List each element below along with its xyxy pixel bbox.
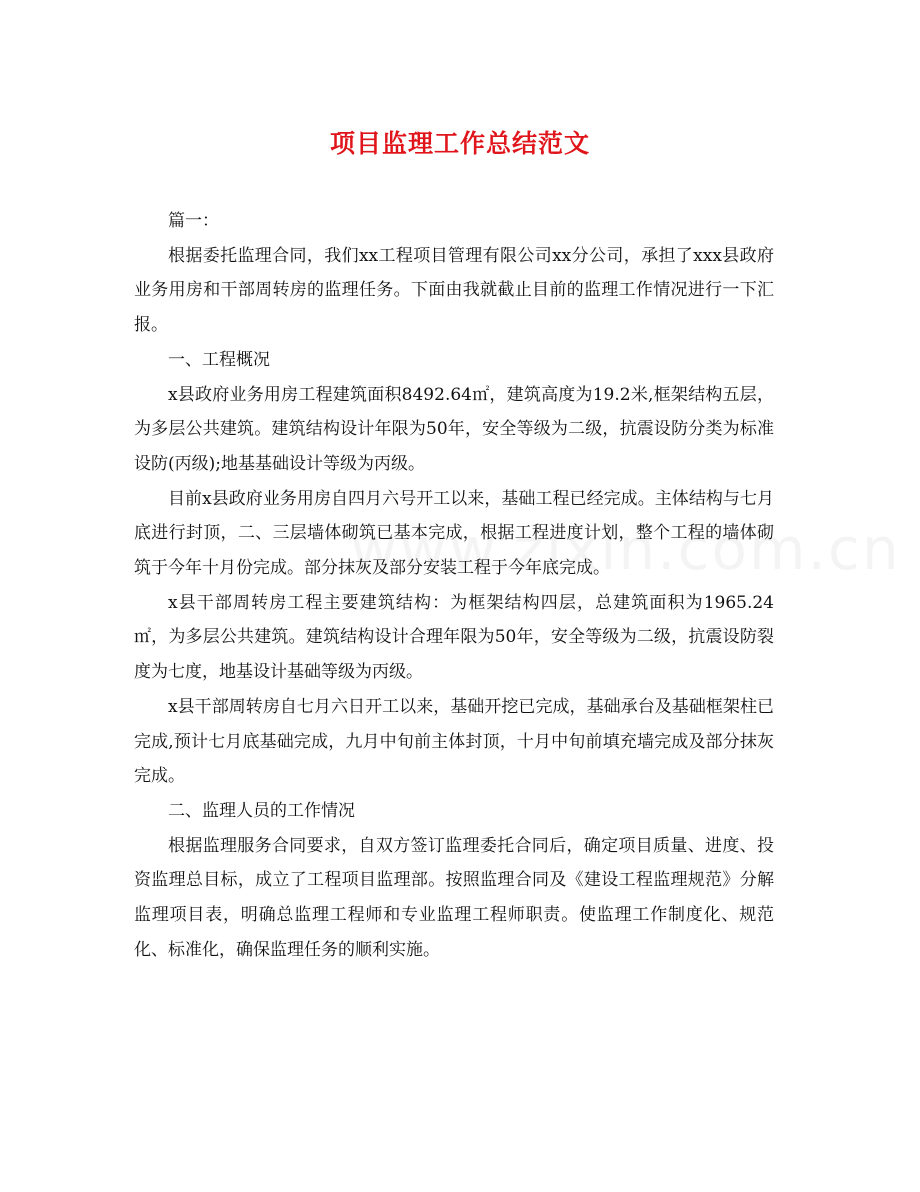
document-title: 项目监理工作总结范文 <box>329 129 590 158</box>
paragraph-staff-housing-specs: x县干部周转房工程主要建筑结构：为框架结构四层，总建筑面积为1965.24㎡，为多层公共建筑。建筑结构设计合理年限为50年，安全等级为二级，抗震设防裂度为七度，地基设计基础等级为丙级。 <box>134 592 774 683</box>
document-body <box>134 204 774 967</box>
heading-project-overview: 一、工程概况 <box>168 349 270 370</box>
paragraph-office-building-progress: 目前x县政府业务用房自四月六号开工以来，基础工程已经完成。主体结构与七月底进行封顶，二、三层墙体砌筑已基本完成，根据工程进度计划，整个工程的墙体砌筑于今年十月份完成。部分抹灰及部分安装工程于今年底完成。 <box>134 488 774 579</box>
paragraph-supervision-work: 根据监理服务合同要求，自双方签订监理委托合同后，确定项目质量、进度、投资监理总目标，成立了工程项目监理部。按照监理合同及《建设工程监理规范》分解监理项目表，明确总监理工程师和专业监理工程师职责。使监理工作制度化、规范化、标准化，确保监理任务的顺利实施。 <box>134 835 774 960</box>
intro-paragraph: 根据委托监理合同，我们xx工程项目管理有限公司xx分公司，承担了xxx县政府业务用房和干部周转房的监理任务。下面由我就截止目前的监理工作情况进行一下汇报。 <box>134 245 774 336</box>
paragraph-office-building-specs: x县政府业务用房工程建筑面积8492.64㎡，建筑高度为19.2米,框架结构五层，为多层公共建筑。建筑结构设计年限为50年，安全等级为二级，抗震设防分类为标准设防(丙级);地基基础设计等级为丙级。 <box>134 384 774 474</box>
paragraph-staff-housing-progress: x县干部周转房自七月六日开工以来，基础开挖已完成，基础承台及基础框架柱已完成,预计七月底基础完成，九月中旬前主体封顶，十月中旬前填充墙完成及部分抹灰完成。 <box>134 696 774 787</box>
heading-supervision-staff-work: 二、监理人员的工作情况 <box>168 800 355 821</box>
section-label-part-one: 篇一： <box>168 211 219 231</box>
